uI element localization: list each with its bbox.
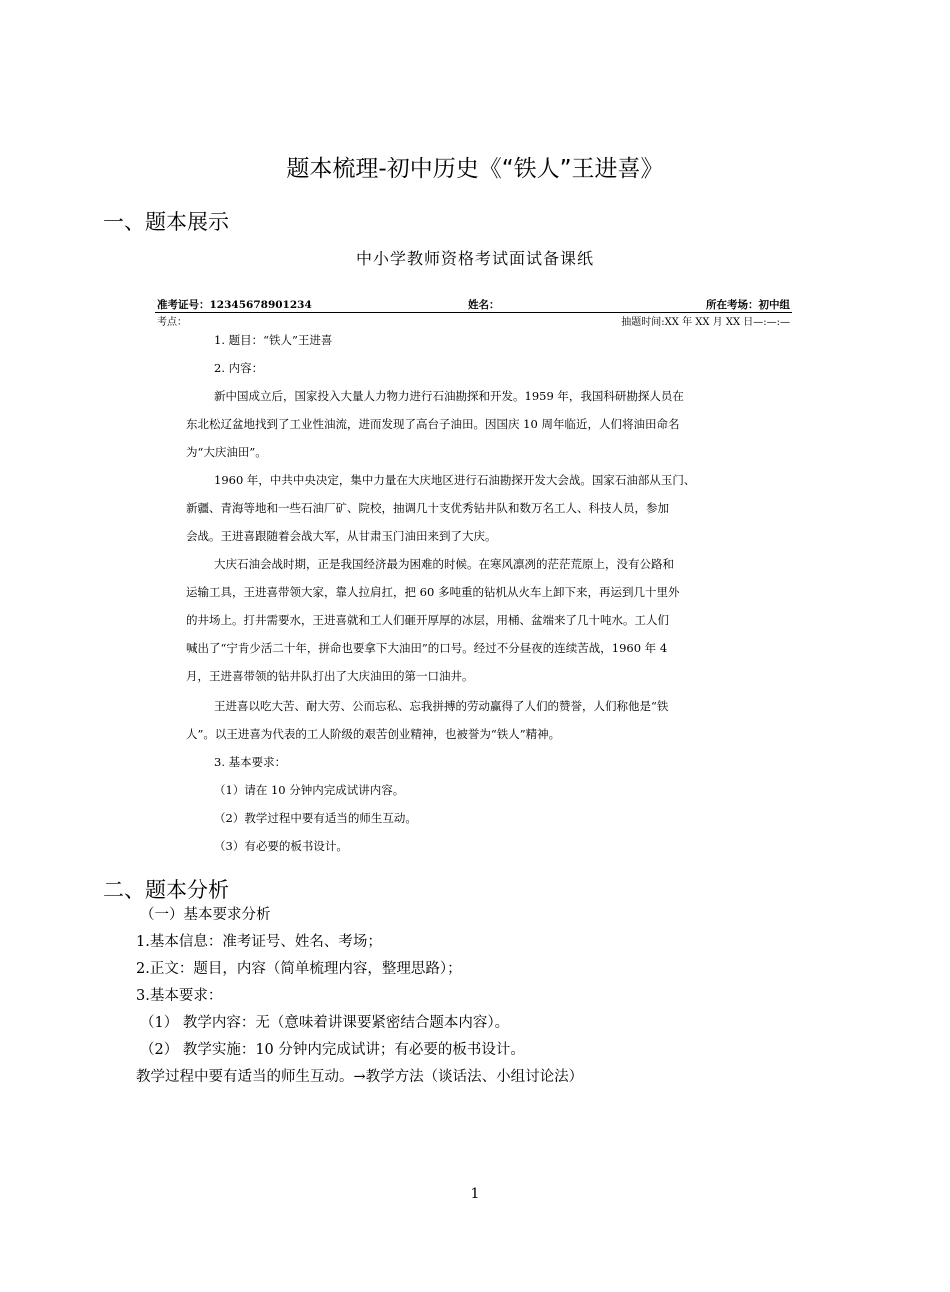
paper-line: （1）请在 10 分钟内完成试讲内容。	[214, 783, 405, 797]
section-heading-analysis: 二、题本分析	[103, 878, 229, 902]
paper-line: 的井场上。打井需要水，王进喜就和工人们砸开厚厚的冰层，用桶、盆端来了几十吨水。工人们	[186, 613, 669, 627]
page-title: 题本梳理-初中历史《“铁人”王进喜》	[286, 156, 664, 182]
analysis-line: （一）基本要求分析	[140, 907, 271, 923]
paper-line: 1. 题目：“铁人”王进喜	[214, 333, 333, 347]
analysis-line: 教学过程中要有适当的师生互动。→教学方法（谈话法、小组讨论法）	[136, 1069, 584, 1085]
paper-line: 为“大庆油田”。	[186, 445, 267, 459]
analysis-line: 1.基本信息：准考证号、姓名、考场；	[136, 934, 382, 950]
paper-line: （3）有必要的板书设计。	[214, 839, 348, 853]
paper-line: 2. 内容：	[214, 361, 264, 375]
analysis-line: （1） 教学内容：无（意味着讲课要紧密结合题本内容）。	[140, 1015, 510, 1031]
paper-line: 月，王进喜带领的钻井队打出了大庆油田的第一口油井。	[186, 669, 474, 683]
paper-line: 新疆、青海等地和一些石油厂矿、院校，抽调几十支优秀钻井队和数万名工人、科技人员，参加	[186, 501, 669, 515]
paper-line: 3. 基本要求：	[214, 755, 287, 769]
candidate-id: 准考证号：12345678901234	[157, 299, 312, 311]
exam-point-label: 考点：	[157, 317, 187, 328]
paper-line: 1960 年，中共中央决定，集中力量在大庆地区进行石油勘探开发大会战。国家石油部从玉门、	[214, 473, 696, 487]
section-heading-display: 一、题本展示	[103, 210, 229, 234]
analysis-line: 3.基本要求：	[136, 988, 223, 1004]
exam-venue: 所在考场：初中组	[706, 299, 790, 311]
paper-line: （2）教学过程中要有适当的师生互动。	[214, 811, 417, 825]
paper-line: 会战。王进喜跟随着会战大军，从甘肃玉门油田来到了大庆。	[186, 529, 497, 543]
paper-line: 大庆石油会战时期，正是我国经济最为困难的时候。在寒风凛冽的茫茫荒原上，没有公路和	[214, 557, 674, 571]
paper-line: 新中国成立后，国家投入大量人力物力进行石油勘探和开发。1959 年，我国科研勘探人员在	[214, 389, 684, 403]
draw-time: 抽题时间:XX 年 XX 月 XX 日—:—:—	[621, 317, 790, 328]
paper-line: 人”。以王进喜为代表的工人阶级的艰苦创业精神，也被誉为“铁人”精神。	[186, 727, 561, 741]
analysis-line: （2） 教学实施：10 分钟内完成试讲；有必要的板书设计。	[140, 1042, 525, 1058]
paper-line: 喊出了“宁肯少活二十年，拼命也要拿下大油田”的口号。经过不分昼夜的连续苦战，1960 年 4	[186, 641, 668, 655]
paper-line: 运输工具，王进喜带领大家，靠人拉肩扛，把 60 多吨重的钻机从火车上卸下来，再运到几十里外	[186, 585, 680, 599]
paper-line: 王进喜以吃大苦、耐大劳、公而忘私、忘我拼搏的劳动赢得了人们的赞誉，人们称他是“铁	[214, 699, 669, 713]
page-number: 1	[470, 1186, 480, 1202]
exam-paper-title: 中小学教师资格考试面试备课纸	[355, 249, 594, 268]
paper-line: 东北松辽盆地找到了工业性油流，进而发现了高台子油田。因国庆 10 周年临近，人们将油田命名	[186, 417, 680, 431]
candidate-name-label: 姓名：	[468, 299, 500, 311]
analysis-line: 2.正文：题目，内容（简单梳理内容，整理思路）；	[136, 961, 462, 977]
